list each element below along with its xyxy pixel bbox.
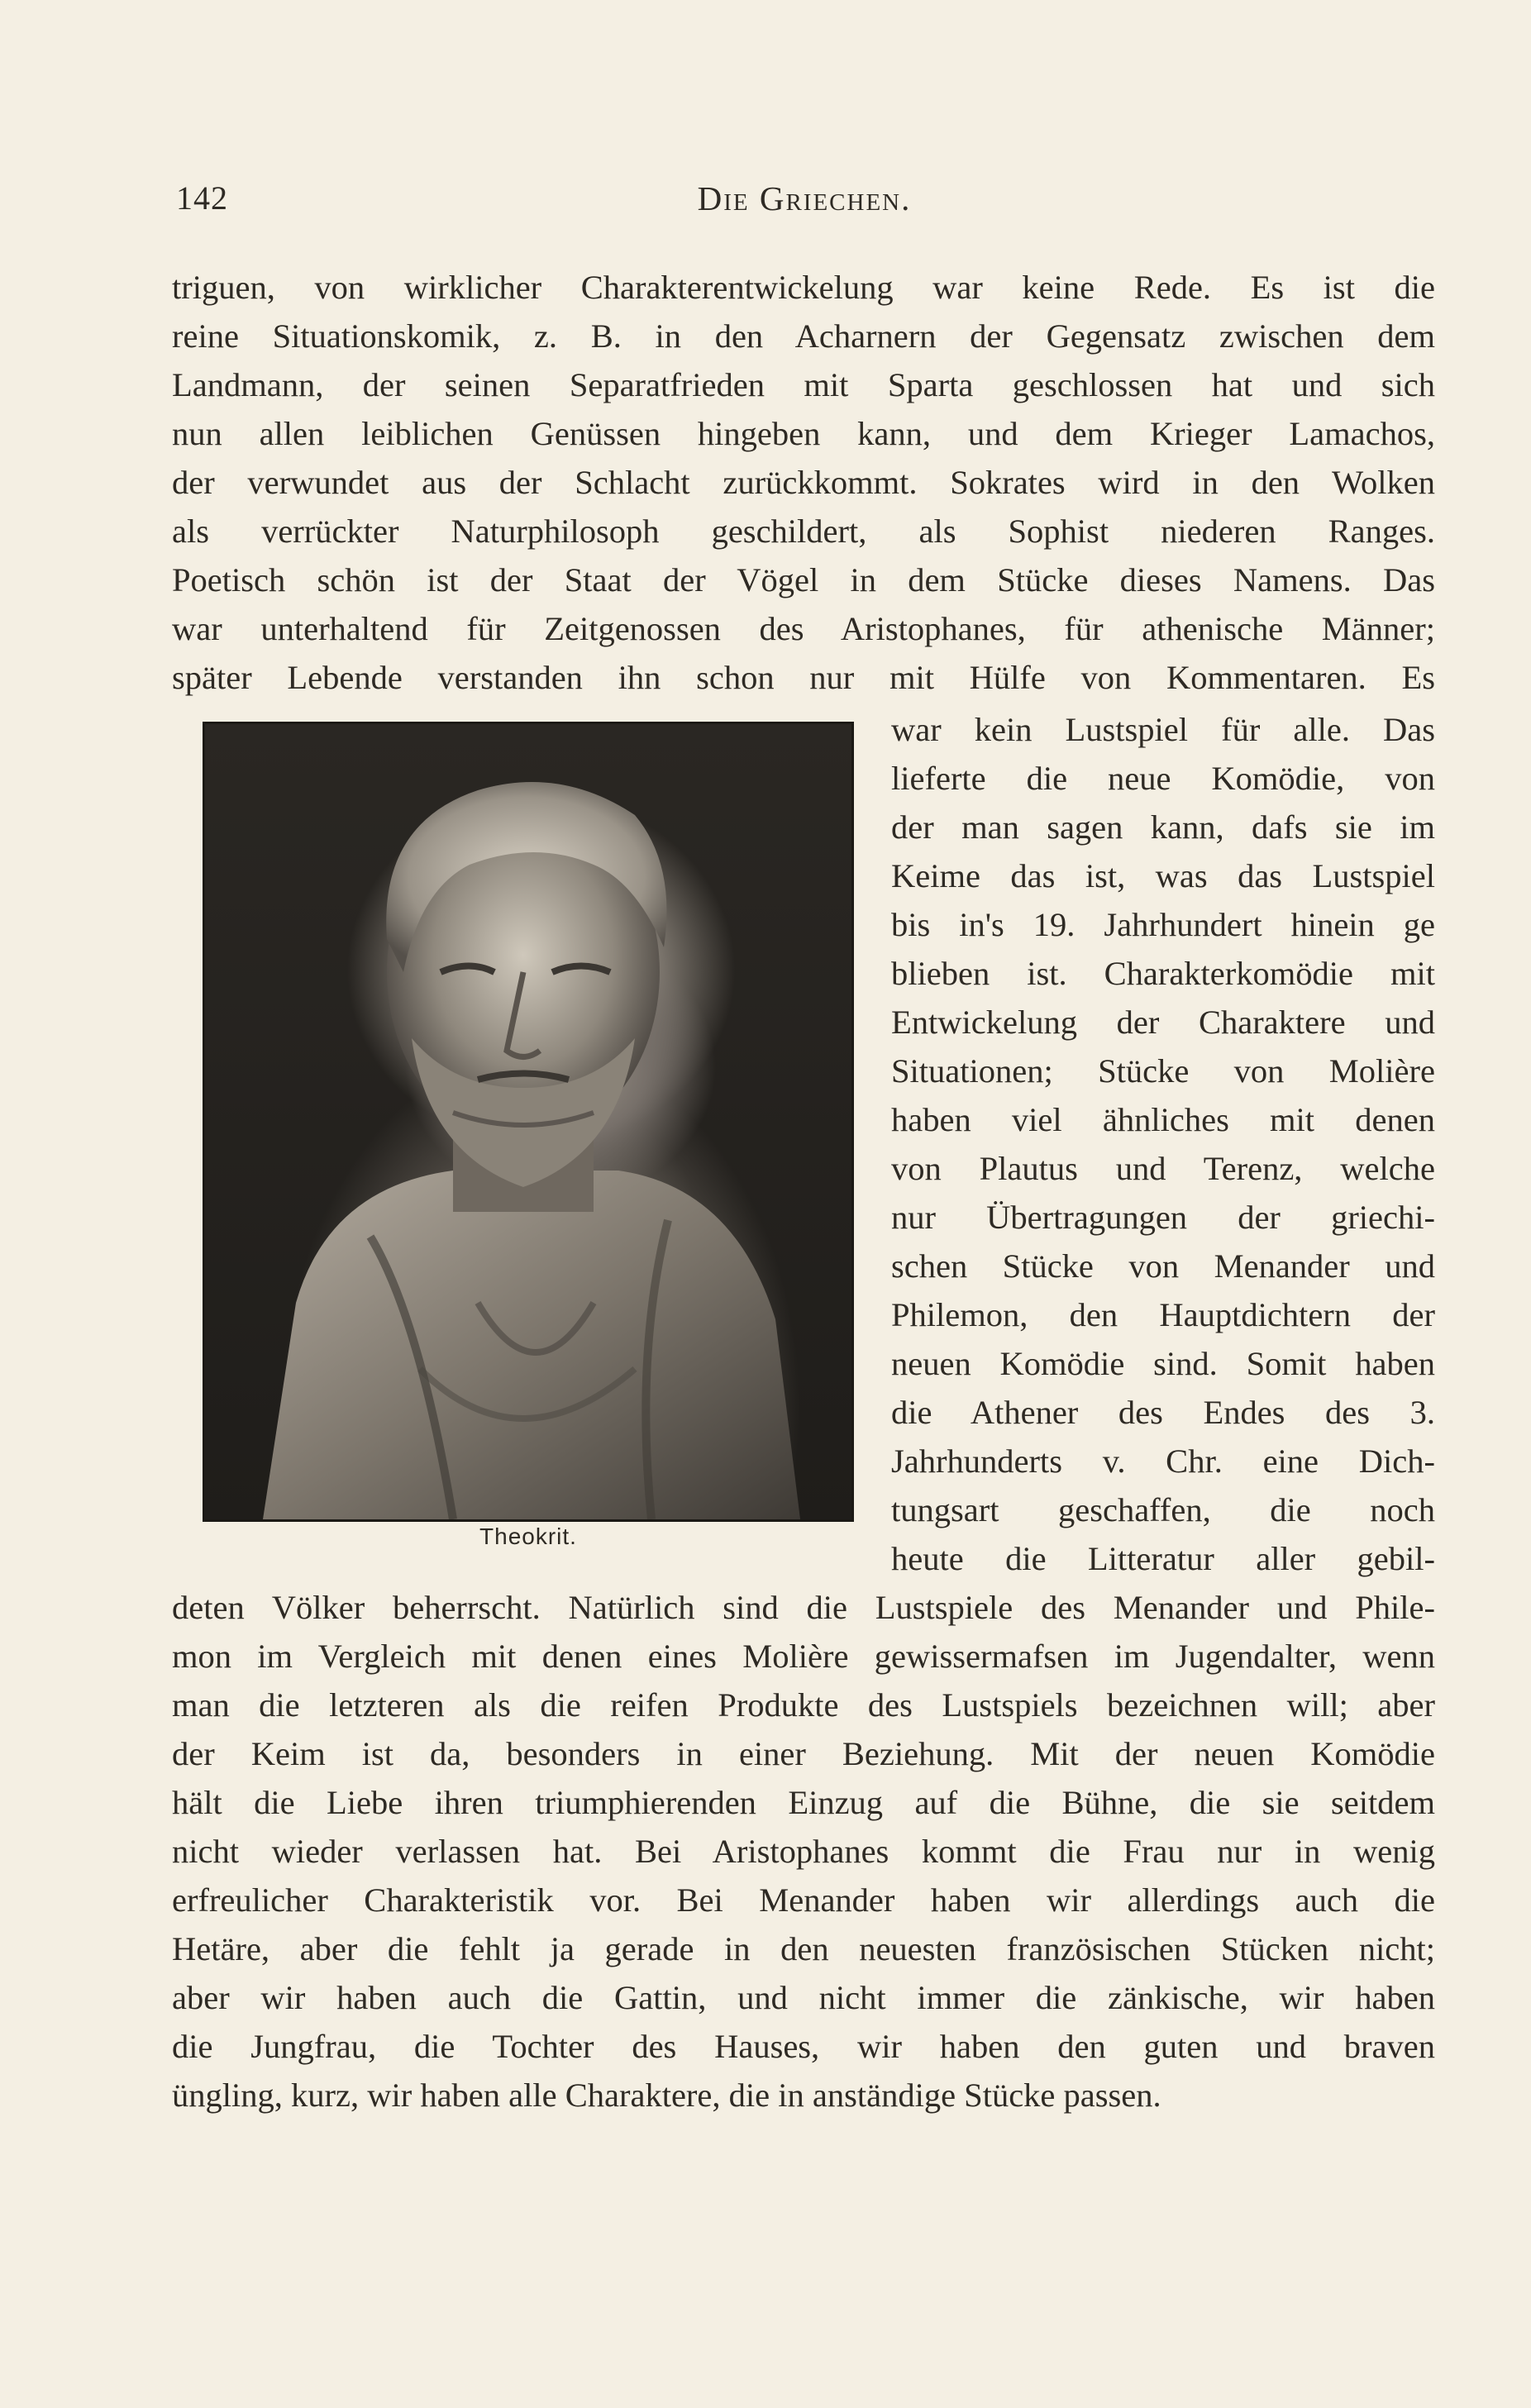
text-line: erfreulicher Charakteristik vor. Bei Menander haben wir allerdings auch die <box>172 1881 1435 1919</box>
text-line: Keime das ist, was das Lustspiel <box>891 857 1435 894</box>
text-line: Philemon, den Hauptdichtern der <box>891 1296 1435 1333</box>
text-line: als verrückter Naturphilosoph geschildert, als Sophist niederen Ranges. <box>172 513 1435 550</box>
text-line: der verwundet aus der Schlacht zurückkommt. Sokrates wird in den Wolken <box>172 464 1435 501</box>
text-line: Landmann, der seinen Separatfrieden mit Sparta geschlossen hat und sich <box>172 366 1435 403</box>
text-line: schen Stücke von Menander und <box>891 1247 1435 1285</box>
text-line: Poetisch schön ist der Staat der Vögel in dem Stücke dieses Namens. Das <box>172 561 1435 598</box>
text-line: triguen, von wirklicher Charakterentwickelung war keine Rede. Es ist die <box>172 269 1435 306</box>
text-line: von Plautus und Terenz, welche <box>891 1150 1435 1187</box>
text-line: tungsart geschaffen, die noch <box>891 1491 1435 1528</box>
text-line: nicht wieder verlassen hat. Bei Aristophanes kommt die Frau nur in wenig <box>172 1833 1435 1870</box>
text-line: üngling, kurz, wir haben alle Charaktere, die in anständige Stücke passen. <box>172 2077 1161 2114</box>
bust-illustration <box>205 724 851 1519</box>
page-number: 142 <box>176 179 228 217</box>
text-line: später Lebende verstanden ihn schon nur mit Hülfe von Kommentaren. Es <box>172 659 1435 696</box>
text-line: reine Situationskomik, z. B. in den Acharnern der Gegensatz zwischen dem <box>172 317 1435 355</box>
text-line: heute die Litteratur aller gebil- <box>891 1540 1435 1577</box>
theokrit-bust-image <box>203 722 854 1522</box>
text-line: haben viel ähnliches mit denen <box>891 1101 1435 1138</box>
text-line: nur Übertragungen der griechi- <box>891 1199 1435 1236</box>
text-line: Situationen; Stücke von Molière <box>891 1052 1435 1090</box>
text-line: Hetäre, aber die fehlt ja gerade in den neuesten französischen Stücken nicht; <box>172 1930 1435 1967</box>
text-line: lieferte die neue Komödie, von <box>891 760 1435 797</box>
text-line: hält die Liebe ihren triumphierenden Einzug auf die Bühne, die sie seitdem <box>172 1784 1435 1821</box>
text-line: deten Völker beherrscht. Natürlich sind die Lustspiele des Menander und Phile- <box>172 1589 1435 1626</box>
text-line: Jahrhunderts v. Chr. eine Dich- <box>891 1442 1435 1480</box>
text-line: die Jungfrau, die Tochter des Hauses, wir haben den guten und braven <box>172 2028 1435 2065</box>
running-title: Die Griechen. <box>697 179 912 217</box>
text-line: bis in's 19. Jahrhundert hinein ge <box>891 906 1435 943</box>
text-line: mon im Vergleich mit denen eines Molière gewissermafsen im Jugendalter, wenn <box>172 1638 1435 1675</box>
text-line: man die letzteren als die reifen Produkte des Lustspiels bezeichnen will; aber <box>172 1686 1435 1724</box>
text-line: blieben ist. Charakterkomödie mit <box>891 955 1435 992</box>
text-line: aber wir haben auch die Gattin, und nicht immer die zänkische, wir haben <box>172 1979 1435 2016</box>
text-line: neuen Komödie sind. Somit haben <box>891 1345 1435 1382</box>
figure-caption: Theokrit. <box>479 1523 577 1549</box>
page-header <box>176 179 1433 228</box>
text-line: war kein Lustspiel für alle. Das <box>891 711 1435 748</box>
text-line: nun allen leiblichen Genüssen hingeben kann, und dem Krieger Lamachos, <box>172 415 1435 452</box>
text-line: die Athener des Endes des 3. <box>891 1394 1435 1431</box>
text-line: war unterhaltend für Zeitgenossen des Aristophanes, für athenische Männer; <box>172 610 1435 647</box>
text-line: der Keim ist da, besonders in einer Beziehung. Mit der neuen Komödie <box>172 1735 1435 1772</box>
text-line: der man sagen kann, dafs sie im <box>891 808 1435 846</box>
text-line: Entwickelung der Charaktere und <box>891 1004 1435 1041</box>
